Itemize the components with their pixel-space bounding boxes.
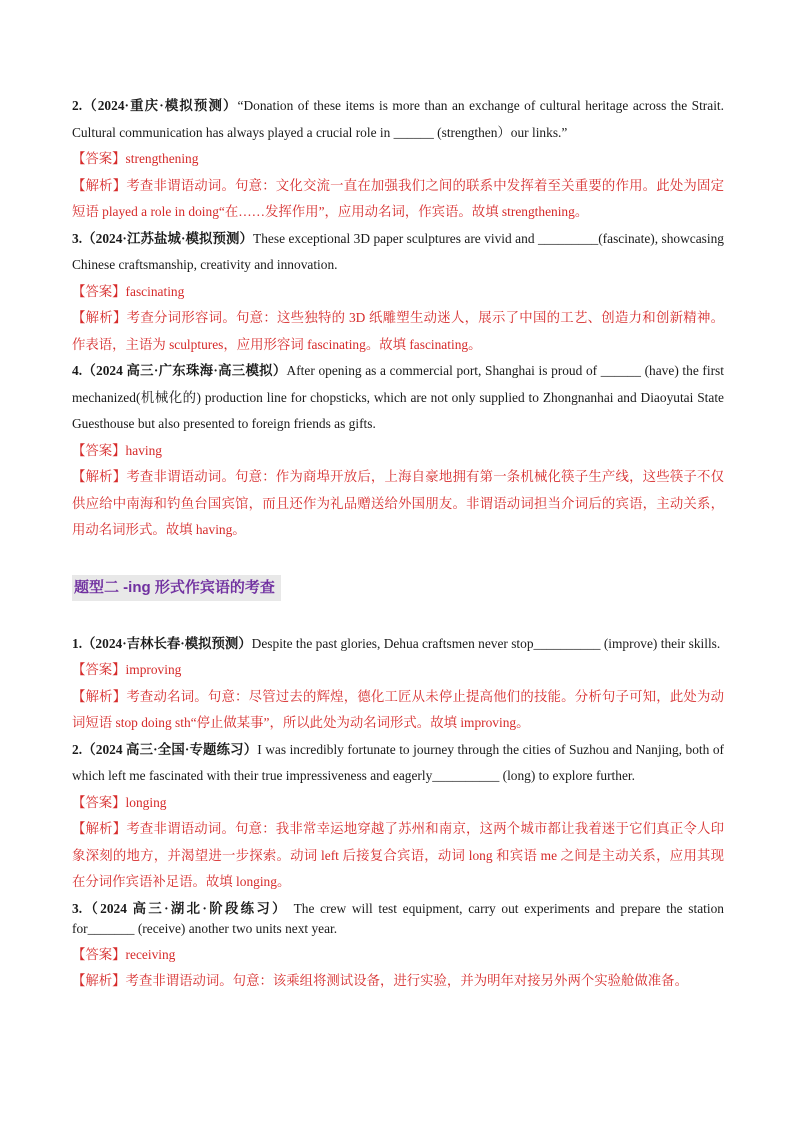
analysis-line: 【解析】考查非谓语动词。句意：作为商埠开放后，上海自豪地拥有第一条机械化筷子生产线，这些筷子不仅供应给中南海和钓鱼台国宾馆，而且还作为礼品赠送给外国朋友。非谓语动词担当介词后的宾语，主动关系，用动名词形式。故填 having。 (72, 469, 724, 537)
section-heading: 题型二 -ing 形式作宾语的考查 (72, 575, 281, 601)
answer-line: 【答案】fascinating (72, 283, 185, 299)
question-source: （2024·重庆·模拟预测） (82, 98, 238, 113)
question-number: 3. (72, 900, 83, 916)
question-number: 2. (72, 98, 83, 113)
question-source: （2024 高三·广东珠海·高三模拟） (82, 363, 287, 378)
analysis-line: 【解析】考查分词形容词。句意：这些独特的 3D 纸雕塑生动迷人，展示了中国的工艺、创造力和创新精神。作表语，主语为 sculptures，应用形容词 fascinating。故填 fascinating。 (72, 310, 724, 352)
question-text: “Donation of these items is more than an exchange of cultural heritage across the Strait. Cultural communication has always played a crucial role in ______ (strengthen）our links.” (72, 98, 724, 140)
answer-line: 【答案】receiving (72, 946, 176, 962)
question-number: 3. (72, 230, 83, 246)
answer-line: 【答案】having (72, 442, 163, 458)
question-source: （2024·江苏盐城·模拟预测） (82, 230, 254, 246)
question-4a (72, 358, 724, 438)
analysis-line: 【解析】考查非谓语动词。句意：文化交流一直在加强我们之间的联系中发挥着至关重要的作用。此处为固定短语 played a role in doing“在……发挥作用”，应用动名词，作宾语。故填 strengthening。 (72, 177, 724, 219)
analysis-line: 【解析】考查动名词。句意：尽管过去的辉煌，德化工匠从未停止提高他们的技能。分析句子可知，此处为动词短语 stop doing sth“停止做某事”，所以此处为动名词形式。故填 improving。 (72, 688, 724, 730)
analysis-line: 【解析】考查非谓语动词。句意：该乘组将测试设备，进行实验，并为明年对接另外两个实验舱做准备。 (72, 973, 688, 988)
question-1b (72, 631, 724, 658)
question-text: The crew will test equipment, carry out experiments and prepare the station for_______ (receive) another two units next year. (72, 900, 724, 936)
question-text: Despite the past glories, Dehua craftsmen never stop__________ (improve) their skills. (251, 635, 721, 651)
question-text: I was incredibly fortunate to journey through the cities of Suzhou and Nanjing, both of which left me fascinated with their true impressiveness and eagerly__________ (long) to explore further. (72, 741, 724, 783)
question-3b (72, 896, 724, 942)
question-number: 1. (72, 635, 83, 651)
answer-line: 【答案】improving (72, 662, 182, 677)
answer-line: 【答案】longing (72, 794, 167, 810)
document-page (72, 93, 724, 995)
question-source: （2024·吉林长春·模拟预测） (82, 635, 252, 651)
answer-line: 【答案】strengthening (72, 151, 199, 166)
question-2b (72, 737, 724, 790)
question-3a (72, 226, 724, 279)
question-number: 4. (72, 363, 83, 378)
question-source: （2024 高三·湖北·阶段练习） (82, 900, 288, 916)
question-2a (72, 93, 724, 146)
question-text: After opening as a commercial port, Shanghai is proud of ______ (have) the first mechanized(机械化的) production line for chopsticks, which are not only supplied to Zhongnanhai and Diaoyutai State Guesthouse but also presented to foreign friends as gifts. (72, 363, 724, 431)
analysis-line: 【解析】考查非谓语动词。句意：我非常幸运地穿越了苏州和南京，这两个城市都让我着迷于它们真正令人印象深刻的地方，并渴望进一步探索。动词 left 后接复合宾语，动词 long 和宾语 me 之间是主动关系，应用其现在分词作宾语补足语。故填 longing。 (72, 821, 724, 889)
question-number: 2. (72, 741, 83, 757)
question-source: （2024 高三·全国·专题练习） (82, 741, 258, 757)
question-text: These exceptional 3D paper sculptures are vivid and _________(fascinate), showcasing Chinese craftsmanship, creativity and innovation. (72, 230, 724, 272)
